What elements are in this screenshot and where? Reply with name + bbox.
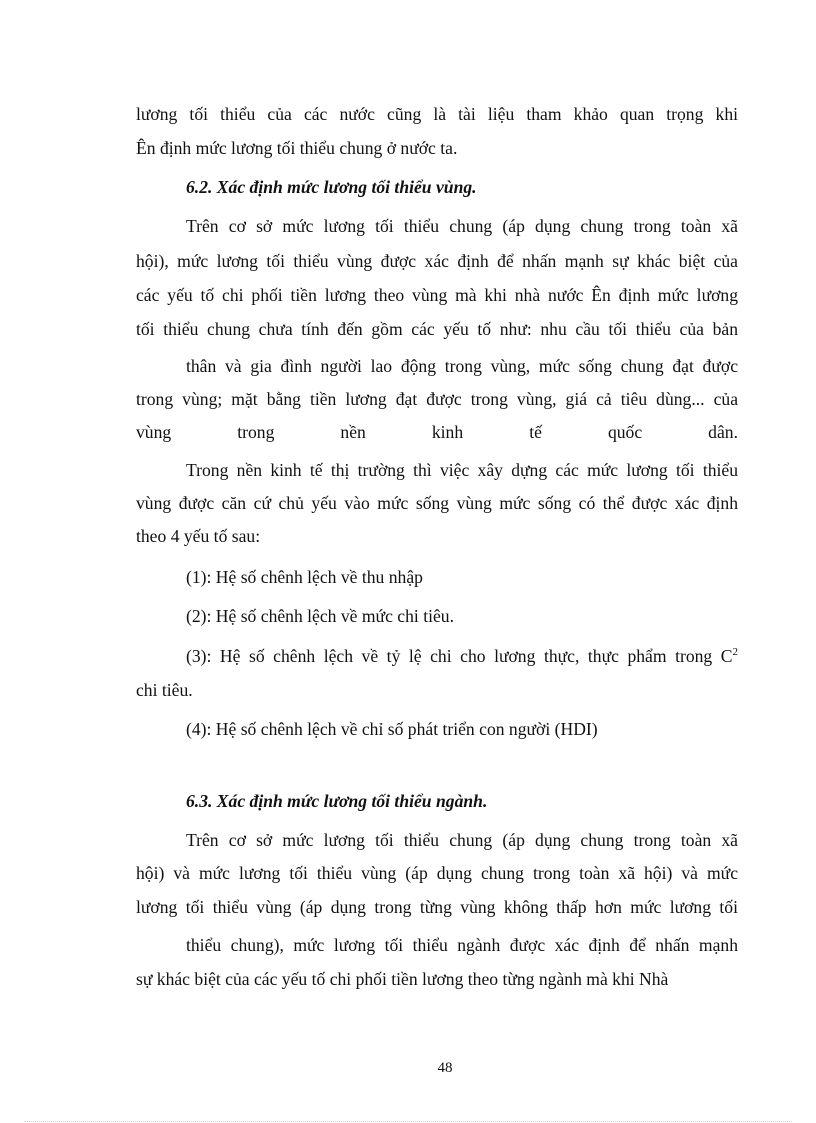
section-heading-6-3: 6.3. Xác định mức lương tối thiểu ngành. xyxy=(186,791,488,811)
paragraph-line: theo 4 yếu tố sau: xyxy=(136,526,261,546)
paragraph-line: thân và gia đình người lao động trong vùng, mức sống chung đạt được xyxy=(186,356,738,376)
paragraph-line: hội) và mức lương tối thiểu vùng (áp dụng chung trong toàn xã hội) và mức xyxy=(136,863,738,883)
paragraph-line: vùng trong nền kinh tế quốc dân. xyxy=(136,422,738,442)
paragraph-line: tối thiểu chung chưa tính đến gồm các yếu tố như: nhu cầu tối thiểu của bản xyxy=(136,319,738,339)
paragraph-line: chi tiêu. xyxy=(136,680,193,700)
paragraph-line: vùng được căn cứ chủ yếu vào mức sống vùng mức sống có thể được xác định xyxy=(136,493,738,513)
list-item-4: (4): Hệ số chênh lệch về chỉ số phát triển con người (HDI) xyxy=(186,719,598,739)
page-bottom-divider xyxy=(24,1121,792,1122)
superscript-2: 2 xyxy=(732,646,738,658)
paragraph-line: Trên cơ sở mức lương tối thiểu chung (áp dụng chung trong toàn xã xyxy=(186,216,738,236)
page-number: 48 xyxy=(437,1060,453,1076)
paragraph-line: thiểu chung), mức lương tối thiểu ngành được xác định để nhấn mạnh xyxy=(186,935,738,955)
list-item-1: (1): Hệ số chênh lệch về thu nhập xyxy=(186,567,423,587)
paragraph-line: Trong nền kinh tế thị trường thì việc xây dựng các mức lương tối thiểu xyxy=(186,460,738,480)
paragraph-line: sự khác biệt của các yếu tố chi phối tiền lương theo từng ngành mà khi Nhà xyxy=(136,969,669,989)
paragraph-line: các yếu tố chi phối tiền lương theo vùng mà khi nhà nước Ên định mức lương xyxy=(136,285,738,305)
paragraph-line: Ên định mức lương tối thiểu chung ở nước ta. xyxy=(136,138,458,158)
paragraph-line: lương tối thiểu vùng (áp dụng trong từng vùng không thấp hơn mức lương tối xyxy=(136,897,738,917)
paragraph-line: trong vùng; mặt bằng tiền lương đạt được trong vùng, giá cả tiêu dùng... của xyxy=(136,389,738,409)
paragraph-line: Trên cơ sở mức lương tối thiểu chung (áp dụng chung trong toàn xã xyxy=(186,830,738,850)
paragraph-line: lương tối thiểu của các nước cũng là tài liệu tham khảo quan trọng khi xyxy=(136,104,738,124)
paragraph-line: hội), mức lương tối thiểu vùng được xác định để nhấn mạnh sự khác biệt của xyxy=(136,251,738,271)
list-item-2: (2): Hệ số chênh lệch về mức chi tiêu. xyxy=(186,606,454,626)
list-item-3 xyxy=(186,645,738,667)
list-item-3-text: (3): Hệ số chênh lệch về tỷ lệ chi cho lương thực, thực phẩm trong C xyxy=(186,646,733,666)
section-heading-6-2: 6.2. Xác định mức lương tối thiểu vùng. xyxy=(186,177,477,197)
